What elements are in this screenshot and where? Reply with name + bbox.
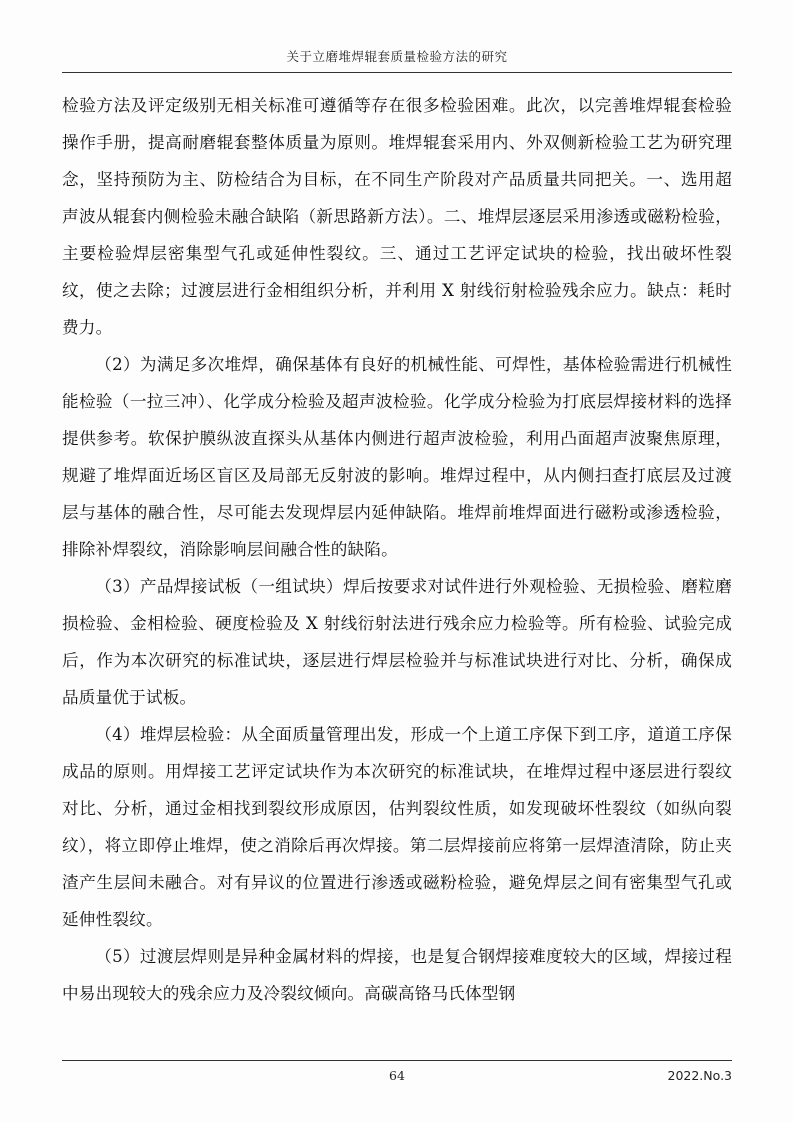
paragraph-5: （5）过渡层焊则是异种金属材料的焊接，也是复合钢焊接难度较大的区域，焊接过程中易出现较大的残余应力及冷裂纹倾向。高碳高铬马氏体型钢 [62,946,732,1003]
body-text [62,87,732,1012]
page-footer [62,1060,732,1086]
footer-row [62,1068,732,1086]
paragraph-2: （2）为满足多次堆焊，确保基体有良好的机械性能、可焊性，基体检验需进行机械性能检验（一拉三冲）、化学成分检验及超声波检验。化学成分检验为打底层焊接材料的选择提供参考。软保护膜纵波直探头从基体内侧进行超声波检验，利用凸面超声波聚焦原理，规避了堆焊面近场区盲区及局部无反射波的影响。堆焊过程中，从内侧扫查打底层及过渡层与基体的融合性，尽可能去发现焊层内延伸缺陷。堆焊前堆焊面进行磁粉或渗透检验，排除补焊裂纹，消除影响层间融合性的缺陷。 [62,354,732,559]
running-head: 关于立磨堆焊辊套质量检验方法的研究 [286,49,508,64]
page-number: 64 [389,1068,405,1083]
paragraph-4: （4）堆焊层检验：从全面质量管理出发，形成一个上道工序保下到工序，道道工序保成品的原则。用焊接工艺评定试块作为本次研究的标准试块，在堆焊过程中逐层进行裂纹对比、分析，通过金相找到裂纹形成原因，估判裂纹性质，如发现破坏性裂纹（如纵向裂纹），将立即停止堆焊，使之消除后再次焊接。第二层焊接前应将第一层焊渣清除，防止夹渣产生层间未融合。对有异议的位置进行渗透或磁粉检验，避免焊层之间有密集型气孔或延伸性裂纹。 [62,724,732,929]
issue-label: 2022.No.3 [667,1068,732,1083]
page-content [62,48,732,1068]
paragraph-3: （3）产品焊接试板（一组试块）焊后按要求对试件进行外观检验、无损检验、磨粒磨损检验、金相检验、硬度检验及 X 射线衍射法进行残余应力检验等。所有检验、试验完成后，作为本次研究的标准试块，逐层进行焊层检验并与标准试块进行对比、分析，确保成品质量优于试板。 [62,576,732,707]
paragraph-1: 检验方法及评定级别无相关标准可遵循等存在很多检验困难。此次，以完善堆焊辊套检验操作手册，提高耐磨辊套整体质量为原则。堆焊辊套采用内、外双侧新检验工艺为研究理念，坚持预防为主、防检结合为目标，在不同生产阶段对产品质量共同把关。一、选用超声波从辊套内侧检验未融合缺陷（新思路新方法）。二、堆焊层逐层采用渗透或磁粉检验，主要检验焊层密集型气孔或延伸性裂纹。三、通过工艺评定试块的检验，找出破坏性裂纹，使之去除；过渡层进行金相组织分析，并利用 X 射线衍射检验残余应力。缺点：耗时费力。 [62,95,732,337]
footer-divider [62,1060,732,1061]
header-divider [62,72,732,73]
